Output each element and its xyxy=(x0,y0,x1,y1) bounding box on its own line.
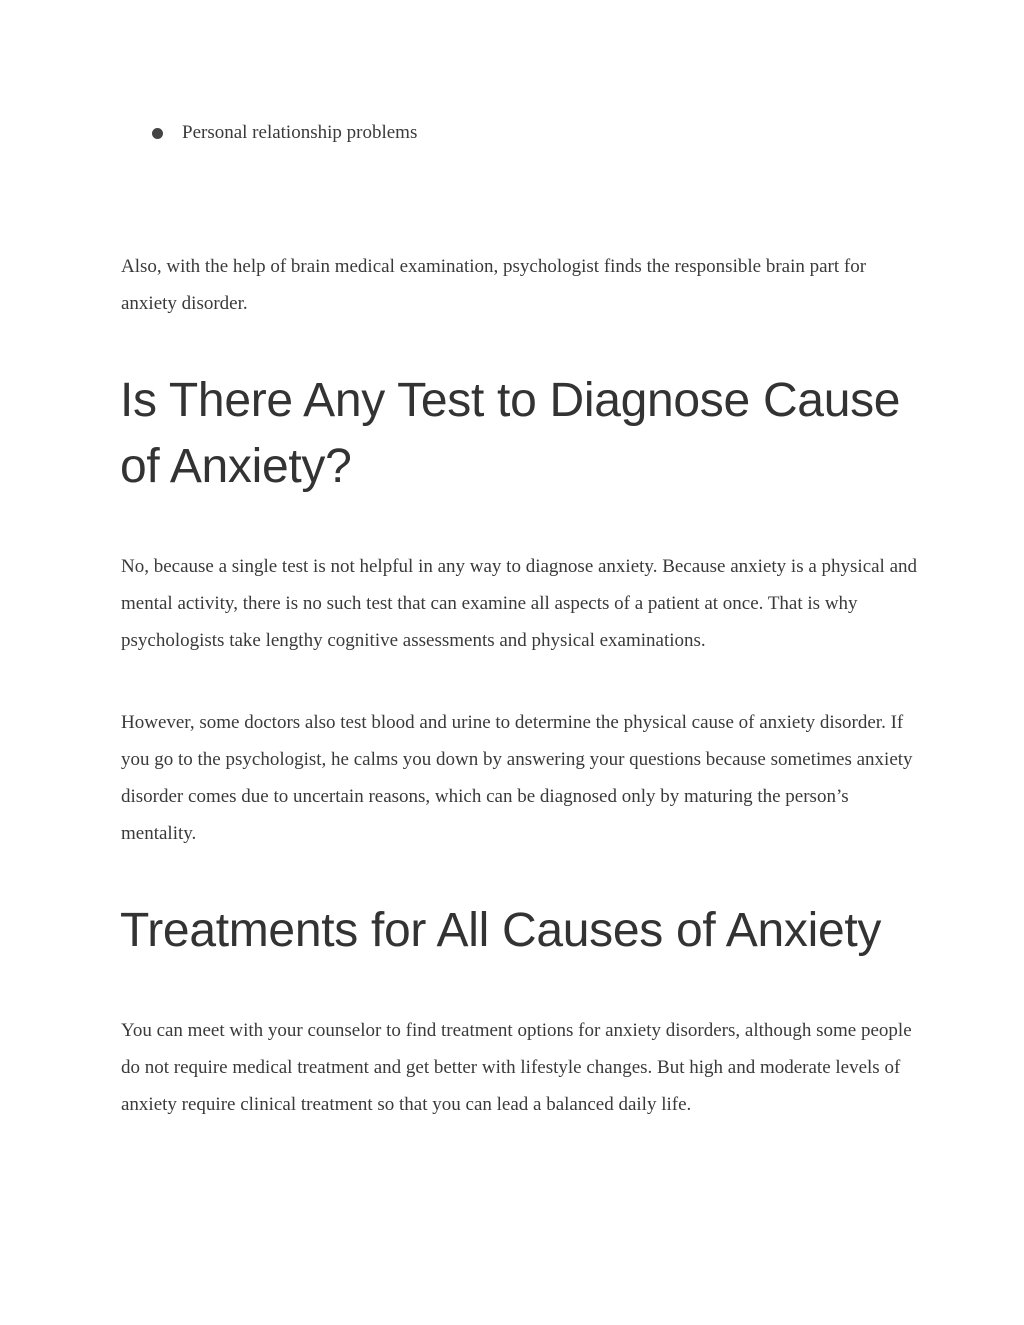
paragraph-counselor-treatment: You can meet with your counselor to find treatment options for anxiety disorders, although some people do not require medical treatment and get better with lifestyle changes. But high and moderate levels of anxiety require clinical treatment so that you can lead a balanced daily life. xyxy=(121,1020,912,1115)
paragraph-blood-urine-test: However, some doctors also test blood and urine to determine the physical cause of anxiety disorder. If you go to the psychologist, he calms you down by answering your questions because sometimes anxiety disorder comes due to uncertain reasons, which can be diagnosed only by maturing the person’s mentality. xyxy=(121,712,913,844)
list-item xyxy=(150,118,417,148)
paragraph-no-single-test: No, because a single test is not helpful in any way to diagnose anxiety. Because anxiety is a physical and mental activity, there is no such test that can examine all aspects of a patient at once. That is why psychologists take lengthy cognitive assessments and physical examinations. xyxy=(121,556,918,651)
heading-test-to-diagnose: Is There Any Test to Diagnose Cause of Anxiety? xyxy=(120,374,901,493)
list-item-text: Personal relationship problems xyxy=(182,122,418,143)
bullet-icon xyxy=(152,128,163,139)
bullet-list xyxy=(150,118,417,148)
heading-treatments: Treatments for All Causes of Anxiety xyxy=(120,904,882,957)
paragraph-brain-examination: Also, with the help of brain medical examination, psychologist finds the responsible brain part for anxiety disorder. xyxy=(121,256,867,314)
